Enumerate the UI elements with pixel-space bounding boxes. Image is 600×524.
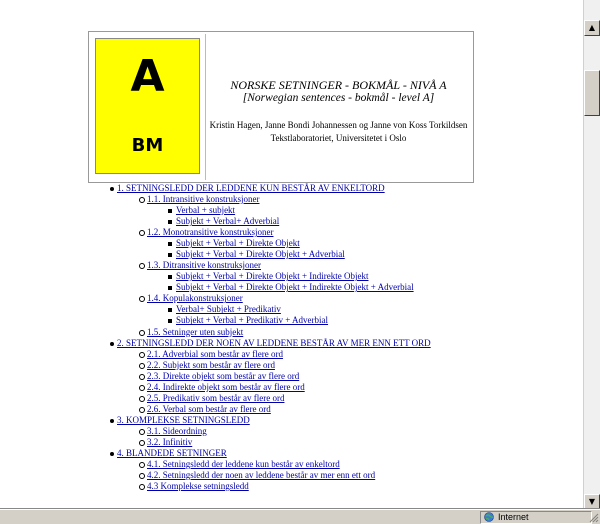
toc-link[interactable]: Subjekt + Verbal + Direkte Objekt + Indirekte Objekt xyxy=(176,271,369,282)
status-bar xyxy=(0,509,600,524)
authors: Kristin Hagen, Janne Bondi Johannessen og Janne von Koss Torkildsen xyxy=(209,120,468,130)
logo-letter: A xyxy=(130,51,165,102)
bullet-icon xyxy=(139,484,145,490)
toc-link[interactable]: Verbal + subjekt xyxy=(176,205,236,216)
toc-link[interactable]: 3. KOMPLEKSE SETNINGSLEDD xyxy=(117,414,250,425)
toc-link[interactable]: 1.5. Setninger uten subjekt xyxy=(147,326,244,337)
bullet-icon xyxy=(139,363,145,369)
bullet-icon xyxy=(168,220,172,224)
page-subtitle: [Norwegian sentences - bokmål - level A] xyxy=(242,92,435,104)
toc-link[interactable]: Subjekt + Verbal + Direkte Objekt + Indirekte Objekt + Adverbial xyxy=(176,282,414,293)
bullet-icon xyxy=(110,187,114,191)
page-title: NORSKE SETNINGER - BOKMÅL - NIVÅ A xyxy=(230,78,447,92)
level-logo xyxy=(95,38,200,174)
affiliation: Tekstlaboratoriet, Universitetet i Oslo xyxy=(270,133,407,143)
bullet-icon xyxy=(110,452,114,456)
bullet-icon xyxy=(168,242,172,246)
toc-link[interactable]: 2.3. Direkte objekt som består av flere ord xyxy=(147,370,300,381)
toc-link[interactable]: 4.1. Setningsledd der leddene kun består av enkeltord xyxy=(147,459,340,469)
zone-label: Internet xyxy=(498,512,529,522)
bullet-icon xyxy=(139,330,145,336)
toc-link[interactable]: 4.2. Setningsledd der noen av leddene består av mer enn ett ord xyxy=(147,470,376,481)
bullet-icon xyxy=(168,319,172,323)
logo-code: BM xyxy=(131,135,164,156)
bullet-icon xyxy=(168,275,172,279)
bullet-icon xyxy=(139,197,145,203)
toc-link[interactable]: 3.2. Infinitiv xyxy=(147,436,193,447)
resize-grip-icon[interactable] xyxy=(589,513,599,523)
toc-link[interactable]: Subjekt + Verbal + Direkte Objekt xyxy=(176,238,300,249)
bullet-icon xyxy=(139,473,145,479)
header-table xyxy=(88,31,474,183)
title-cell xyxy=(205,34,471,180)
toc-link[interactable]: 2.4. Indirekte objekt som består av flere ord xyxy=(147,381,305,392)
bullet-icon xyxy=(139,407,145,413)
bullet-icon xyxy=(139,440,145,446)
bullet-icon xyxy=(139,396,145,402)
bullet-icon xyxy=(139,429,145,435)
toc-link[interactable]: 1.2. Monotransitive konstruksjoner xyxy=(147,227,274,238)
bullet-icon xyxy=(139,296,145,302)
bullet-icon xyxy=(168,286,172,290)
toc-link[interactable]: 4. BLANDEDE SETNINGER xyxy=(117,447,227,458)
toc-link[interactable]: 2.1. Adverbial som består av flere ord xyxy=(147,348,283,359)
toc-link[interactable]: Subjekt + Verbal + Predikativ + Adverbial xyxy=(176,315,329,326)
scrollbar-thumb[interactable] xyxy=(584,70,600,116)
bullet-icon xyxy=(139,374,145,380)
toc-link[interactable]: 1.1. Intransitive konstruksjoner xyxy=(147,194,260,205)
bullet-icon xyxy=(110,342,114,346)
bullet-icon xyxy=(139,352,145,358)
bullet-icon xyxy=(139,230,145,236)
bullet-icon xyxy=(168,253,172,257)
arrow-up-icon[interactable]: ▲ xyxy=(584,20,600,36)
toc-link[interactable]: 1. SETNINGSLEDD DER LEDDENE KUN BESTÅR AV ENKELTORD xyxy=(117,183,385,193)
bullet-icon xyxy=(110,419,114,423)
bullet-icon xyxy=(139,385,145,391)
toc-link[interactable]: 2.6. Verbal som består av flere ord xyxy=(147,403,271,414)
toc-link[interactable]: Subjekt + Verbal + Direkte Objekt + Adverbial xyxy=(176,249,345,260)
toc-link[interactable]: 2. SETNINGSLEDD DER NOEN AV LEDDENE BESTÅR AV MER ENN ETT ORD xyxy=(117,337,431,348)
toc-link[interactable]: 3.1. Sideordning xyxy=(147,425,207,436)
toc-link[interactable]: 1.4. Kopulakonstruksjoner xyxy=(147,293,243,304)
toc-link[interactable]: 1.3. Ditransitive konstruksjoner xyxy=(147,260,261,271)
bullet-icon xyxy=(168,308,172,312)
vertical-scrollbar[interactable] xyxy=(583,0,600,510)
toc-link[interactable]: 2.5. Predikativ som består av flere ord xyxy=(147,392,285,403)
toc-link[interactable]: Subjekt + Verbal+ Adverbial xyxy=(176,216,280,227)
zone-panel xyxy=(480,511,592,524)
bullet-icon xyxy=(139,263,145,269)
bullet-icon xyxy=(168,209,172,213)
toc-link[interactable]: Verbal+ Subjekt + Predikativ xyxy=(176,304,281,315)
globe-icon xyxy=(484,512,494,522)
toc-link[interactable]: 2.2. Subjekt som består av flere ord xyxy=(147,359,275,370)
bullet-icon xyxy=(139,462,145,468)
arrow-down-icon[interactable]: ▼ xyxy=(584,494,600,510)
toc-link[interactable]: 4.3 Komplekse setningsledd xyxy=(147,481,249,492)
